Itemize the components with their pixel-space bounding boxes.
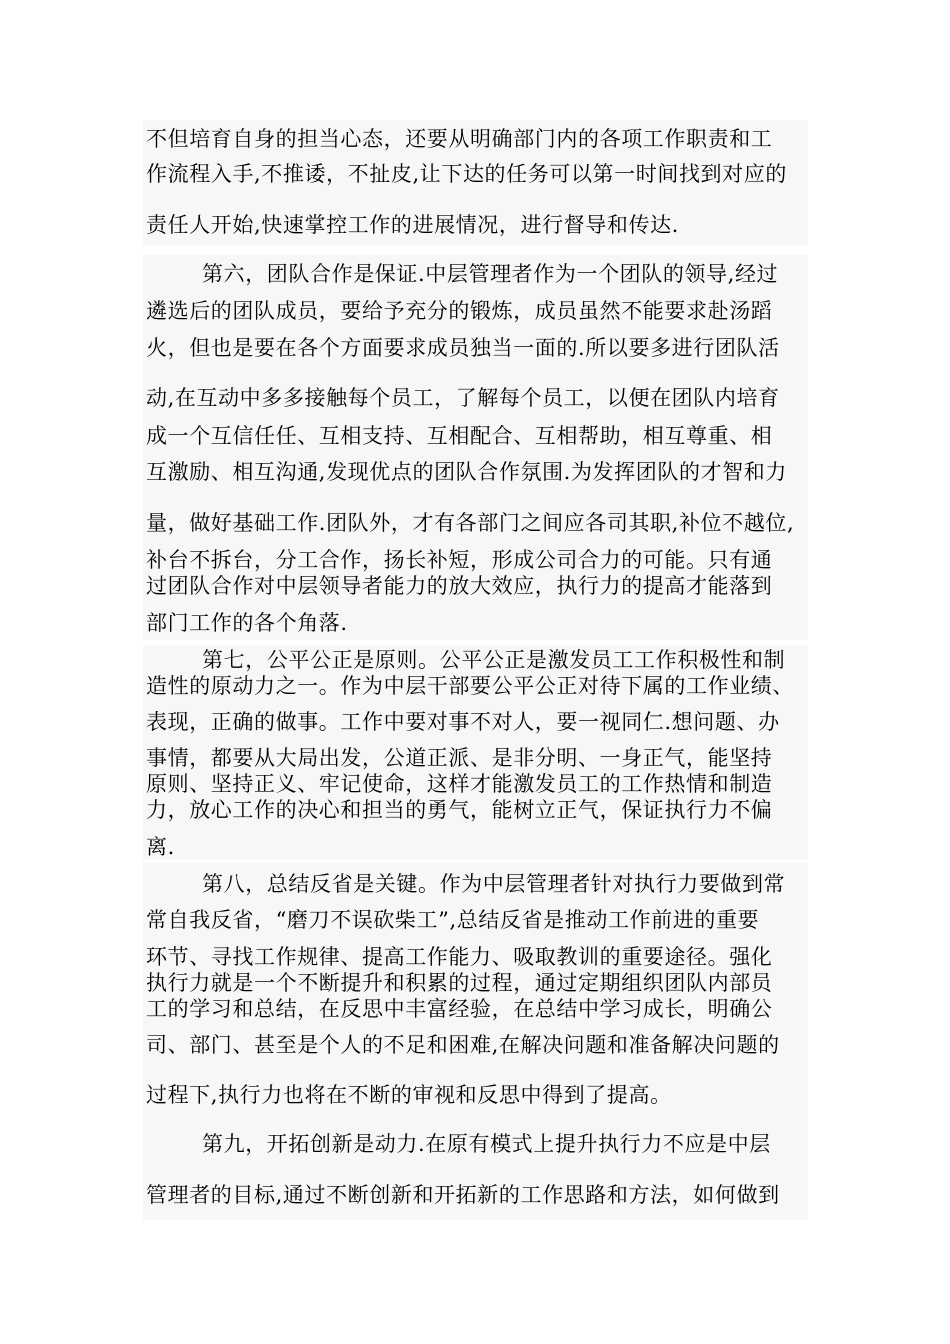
text-line: 事情，都要从大局出发，公道正派、是非分明、一身正气，能坚持 xyxy=(146,746,773,770)
paragraph-heading-6: 第六，团队合作是保证.中层管理者作为一个团队的领导,经过 xyxy=(202,262,779,286)
text-line: 动,在互动中多多接触每个员工，了解每个员工，以便在团队内培育 xyxy=(146,386,780,410)
paragraph-heading-8: 第八，总结反省是关键。作为中层管理者针对执行力要做到常 xyxy=(202,872,786,896)
text-line: 互激励、相互沟通,发现优点的团队合作氛围.为发挥团队的才智和力 xyxy=(146,460,787,484)
text-line: 司、部门、甚至是个人的不足和困难,在解决问题和准备解决问题的 xyxy=(146,1033,780,1057)
text-line: 责任人开始,快速掌控工作的进展情况，进行督导和传达. xyxy=(146,213,679,237)
paragraph-heading-7: 第七，公平公正是原则。公平公正是激发员工工作积极性和制 xyxy=(202,648,786,672)
text-line: 环节、寻找工作规律、提高工作能力、吸取教训的重要途径。强化 xyxy=(146,945,773,969)
text-line: 遴选后的团队成员，要给予充分的锻炼，成员虽然不能要求赴汤蹈 xyxy=(146,299,773,323)
text-line: 补台不拆台，分工合作，扬长补短，形成公司合力的可能。只有通 xyxy=(146,548,773,572)
text-line: 过团队合作对中层领导者能力的放大效应，执行力的提高才能落到 xyxy=(146,574,773,598)
text-line: 原则、坚持正义、牢记使命，这样才能激发员工的工作热情和制造 xyxy=(146,772,773,796)
text-line: 工的学习和总结，在反思中丰富经验，在总结中学习成长，明确公 xyxy=(146,997,773,1021)
text-line: 力，放心工作的决心和担当的勇气，能树立正气，保证执行力不偏 xyxy=(146,798,773,822)
text-line: 不但培育自身的担当心态，还要从明确部门内的各项工作职责和工 xyxy=(146,127,773,151)
text-line: 作流程入手,不推诿，不扯皮,让下达的任务可以第一时间找到对应的 xyxy=(146,162,787,186)
text-line: 成一个互信任任、互相支持、互相配合、互相帮助，相互尊重、相 xyxy=(146,424,773,448)
text-line: 常自我反省，“磨刀不误砍柴工”,总结反省是推动工作前进的重要 xyxy=(146,908,760,932)
paragraph-heading-9: 第九，开拓创新是动力.在原有模式上提升执行力不应是中层 xyxy=(202,1132,771,1156)
text-line: 造性的原动力之一。作为中层干部要公平公正对待下属的工作业绩、 xyxy=(146,674,794,698)
text-line: 量，做好基础工作.团队外，才有各部门之间应各司其职,补位不越位, xyxy=(146,511,795,535)
text-line: 部门工作的各个角落. xyxy=(146,611,348,635)
text-line: 火，但也是要在各个方面要求成员独当一面的.所以要多进行团队活 xyxy=(146,336,780,360)
text-line: 离. xyxy=(146,835,175,859)
text-line: 执行力就是一个不断提升和积累的过程，通过定期组织团队内部员 xyxy=(146,971,773,995)
text-line: 过程下,执行力也将在不断的审视和反思中得到了提高。 xyxy=(146,1083,672,1107)
text-line: 表现，正确的做事。工作中要对事不对人，要一视同仁.想问题、办 xyxy=(146,710,780,734)
text-line: 管理者的目标,通过不断创新和开拓新的工作思路和方法，如何做到 xyxy=(146,1183,780,1207)
